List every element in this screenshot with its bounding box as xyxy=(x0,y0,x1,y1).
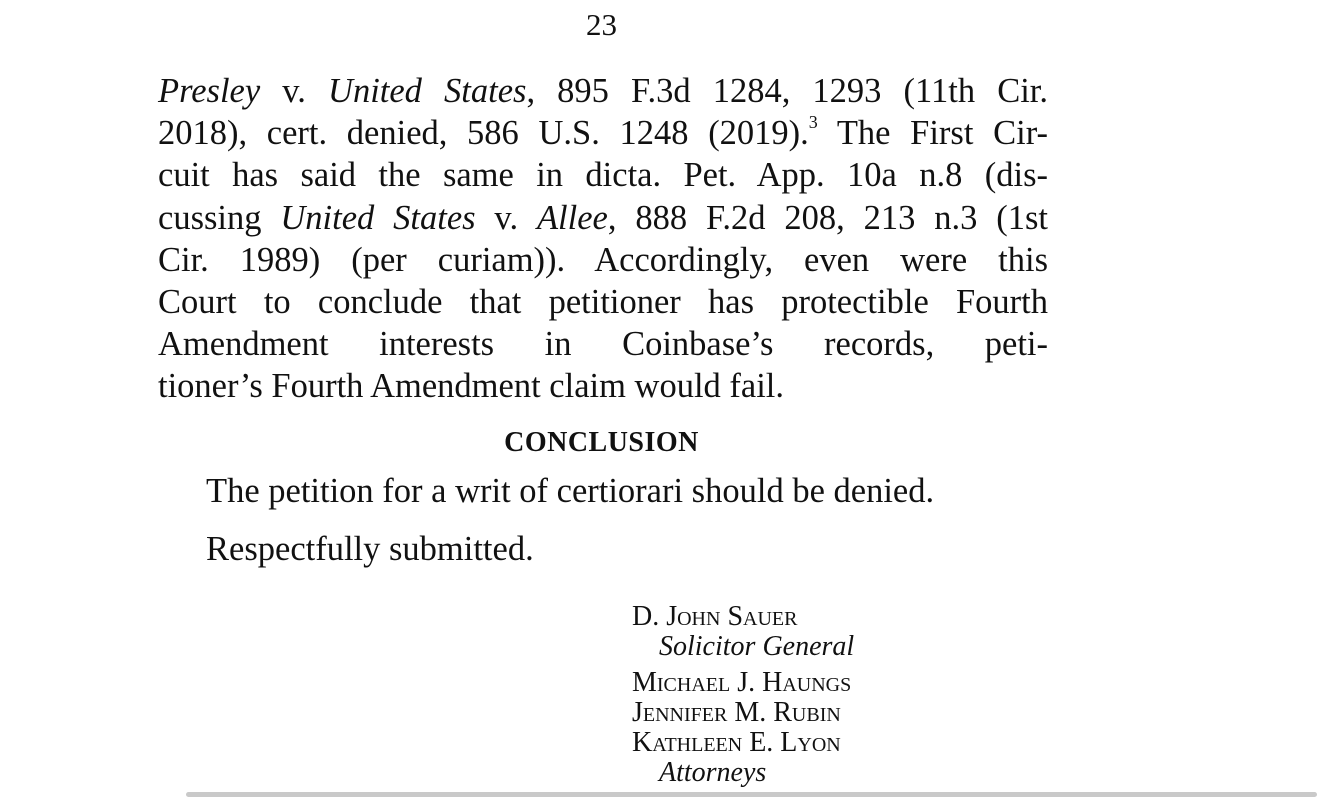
text-run: Court to conclude that petitioner has protectible Fourth xyxy=(158,282,1048,321)
paragraph-line xyxy=(158,70,1048,112)
case-name: United States xyxy=(280,198,476,237)
paragraph-line xyxy=(158,281,1048,323)
footnote-marker: 3 xyxy=(808,111,818,132)
case-name: Presley xyxy=(158,72,261,110)
conclusion-heading: CONCLUSION xyxy=(504,427,699,458)
horizontal-scrollbar[interactable] xyxy=(186,792,1317,797)
paragraph-line xyxy=(158,239,1048,281)
signer-name: Kathleen E. Lyon xyxy=(632,727,841,758)
text-run: Amendment interests in Coinbase’s records, peti- xyxy=(158,325,1048,364)
text-run: v. xyxy=(475,198,537,237)
paragraph-line xyxy=(158,197,1048,239)
signer-name: D. John Sauer xyxy=(632,601,798,632)
text-run: v. xyxy=(260,72,329,110)
text-run: tioner’s Fourth Amendment claim would fail. xyxy=(158,367,785,406)
signer-title: Attorneys xyxy=(659,757,767,788)
signer-name: Jennifer M. Rubin xyxy=(632,697,841,728)
conclusion-text: The petition for a writ of certiorari should be denied. xyxy=(206,472,935,510)
text-run: 2018), cert. denied, 586 U.S. 1248 (2019). xyxy=(158,114,809,153)
signer-title: Solicitor General xyxy=(659,631,855,662)
text-run: Cir. 1989) (per curiam)). Accordingly, even were this xyxy=(158,240,1048,279)
text-run: The First Cir- xyxy=(817,114,1048,153)
text-run: cuit has said the same in dicta. Pet. App. 10a n.8 (dis- xyxy=(158,156,1048,195)
paragraph-line xyxy=(158,323,1048,365)
text-run: , 895 F.3d 1284, 1293 (11th Cir. xyxy=(526,72,1048,110)
paragraph-line xyxy=(158,365,1048,407)
case-name: United States xyxy=(328,72,527,110)
signature-block xyxy=(632,602,854,788)
body-paragraph xyxy=(158,70,1048,408)
text-run: cussing xyxy=(158,198,281,237)
closing-text: Respectfully submitted. xyxy=(206,530,534,568)
paragraph-line xyxy=(158,154,1048,196)
page-number: 23 xyxy=(586,7,617,42)
paragraph-line xyxy=(158,112,1048,154)
case-name: Allee xyxy=(536,198,608,237)
text-run: , 888 F.2d 208, 213 n.3 (1st xyxy=(607,198,1048,237)
signer-name: Michael J. Haungs xyxy=(632,667,852,698)
